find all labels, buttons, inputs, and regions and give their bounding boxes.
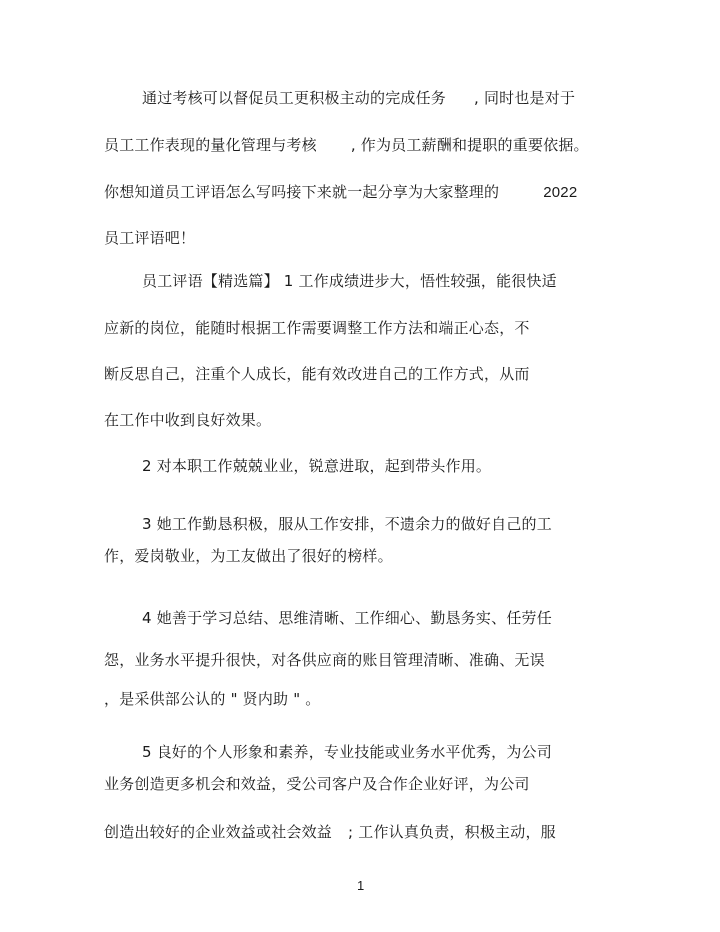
page-number: 1 <box>357 878 365 893</box>
p5-line-1-text: 5 良好的个人形象和素养，专业技能或业务水平优秀，为公司 <box>142 743 552 761</box>
p4-line-2-text: 怨，业务水平提升很快，对各供应商的账目管理清晰、准确、无误 <box>104 651 545 669</box>
p3-line-2 <box>104 546 393 566</box>
p3-line-1-text: 3 她工作勤恳积极，服从工作安排，不遗余力的做好自己的工 <box>142 515 552 533</box>
p4-line-2 <box>104 650 545 670</box>
intro-line-2 <box>104 135 589 155</box>
intro-line-4-text: 员工评语吧！ <box>104 229 196 247</box>
intro-line-4 <box>104 228 195 248</box>
p4-line-1-text: 4 她善于学习总结、思维清晰、工作细心、勤恳务实、任劳任 <box>142 609 552 627</box>
p5-line-1 <box>142 742 552 762</box>
p5-line-3 <box>104 822 556 842</box>
p1-line-4-text: 在工作中收到良好效果。 <box>104 411 272 429</box>
p1-line-4 <box>104 410 271 430</box>
intro-line-1-tail: , 同时也是对于 <box>474 89 576 107</box>
p3-line-2-text: 作，爱岗敬业，为工友做出了很好的榜样。 <box>104 547 393 565</box>
intro-line-2-text: 员工工作表现的量化管理与考核 <box>104 136 317 154</box>
p2-line-1-text: 2 对本职工作兢兢业业，锐意进取，起到带头作用。 <box>142 457 492 475</box>
p4-line-3-text: ，是采供部公认的 " 贤内助 " 。 <box>104 690 321 708</box>
p1-line-1-text: 员工评语【精选篇】 1 工作成绩进步大，悟性较强，能很快适 <box>142 272 557 290</box>
p3-line-1 <box>142 514 552 534</box>
intro-line-2-tail: , 作为员工薪酬和提职的重要依据。 <box>350 136 589 154</box>
p5-line-2-text: 业务创造更多机会和效益，受公司客户及合作企业好评，为公司 <box>104 775 530 793</box>
intro-year: 2022 <box>543 184 578 201</box>
p1-line-3-text: 断反思自己，注重个人成长，能有效改进自己的工作方式，从而 <box>104 365 530 383</box>
intro-line-1-text: 通过考核可以督促员工更积极主动的完成任务 <box>142 89 447 107</box>
intro-line-3 <box>104 182 577 203</box>
p1-line-2-text: 应新的岗位，能随时根据工作需要调整工作方法和端正心态，不 <box>104 319 530 337</box>
p2-line-1 <box>142 456 491 476</box>
intro-line-3-text: 你想知道员工评语怎么写吗接下来就一起分享为大家整理的 <box>104 183 500 201</box>
p4-line-3 <box>104 689 320 709</box>
p1-line-1 <box>142 271 557 291</box>
p5-line-3-text: 创造出较好的企业效益或社会效益 <box>104 823 333 841</box>
p1-line-3 <box>104 364 530 384</box>
p4-line-1 <box>142 608 552 628</box>
p5-line-2 <box>104 774 530 794</box>
p5-line-3-tail: ; 工作认真负责，积极主动，服 <box>348 823 556 841</box>
intro-line-1 <box>142 88 575 108</box>
p1-line-2 <box>104 318 530 338</box>
